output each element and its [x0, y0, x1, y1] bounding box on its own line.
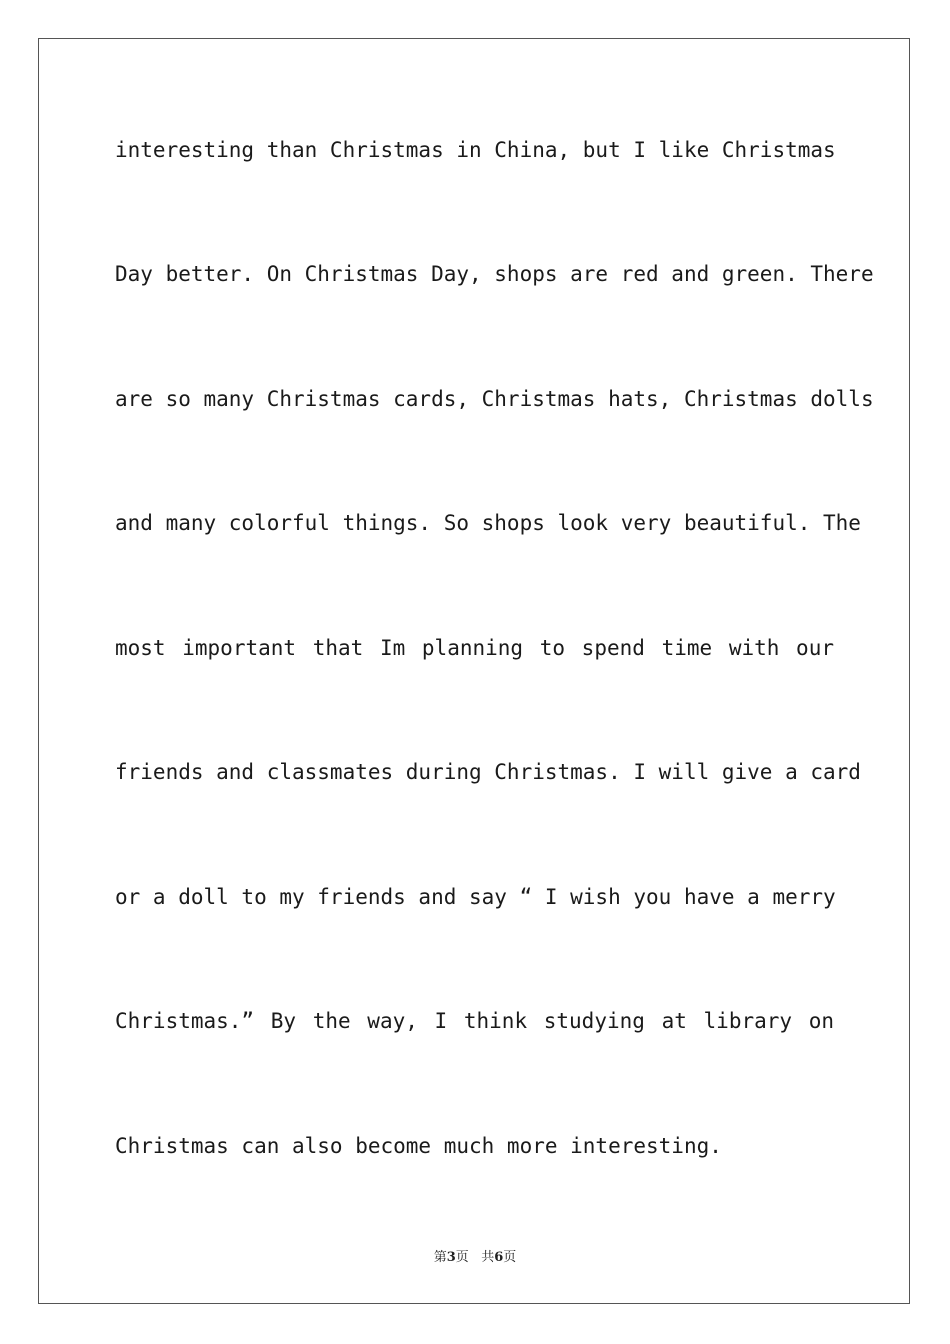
text-line: and many colorful things. So shops look very beautiful. The: [115, 511, 861, 535]
text-line: Day better. On Christmas Day, shops are red and green. There: [115, 262, 874, 286]
footer-page-suffix: 页: [455, 1250, 469, 1265]
text-line: most important that Im planning to spend time with our: [115, 636, 834, 660]
current-page-number: 3: [446, 1250, 456, 1265]
footer-total-suffix: 页: [503, 1250, 517, 1265]
text-line: friends and classmates during Christmas. I will give a card: [115, 760, 861, 784]
footer-total-prefix: 共: [481, 1250, 495, 1265]
text-line: interesting than Christmas in China, but I like Christmas: [115, 138, 836, 162]
text-line: or a doll to my friends and say “ I wish you have a merry: [115, 885, 836, 909]
page-border: [38, 38, 910, 1304]
total-pages-number: 6: [494, 1250, 504, 1265]
text-line: Christmas can also become much more interesting.: [115, 1134, 722, 1158]
text-line: are so many Christmas cards, Christmas hats, Christmas dolls: [115, 387, 874, 411]
text-line: Christmas.” By the way, I think studying at library on: [115, 1009, 834, 1033]
page-footer: [0, 1246, 950, 1265]
footer-prefix: 第: [433, 1250, 447, 1265]
